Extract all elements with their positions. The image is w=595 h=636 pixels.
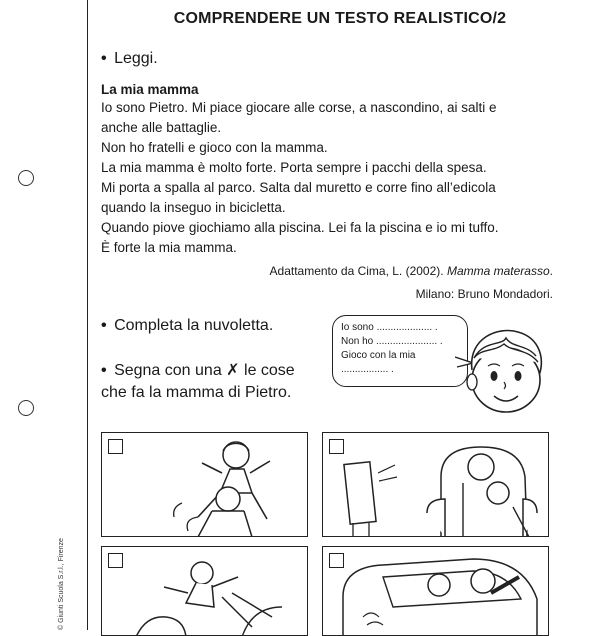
bubble-line-2[interactable]: Non ho ...................... . bbox=[341, 336, 443, 347]
instruction-read bbox=[101, 50, 158, 68]
bubble-line-4[interactable]: ................. . bbox=[341, 364, 394, 375]
binding-line bbox=[87, 0, 88, 630]
bullet-icon: • bbox=[101, 317, 107, 334]
picture-panel-shoulders[interactable] bbox=[101, 432, 308, 537]
bubble-line-1[interactable]: Io sono .................... . bbox=[341, 322, 438, 333]
source-citation: Adattamento da Cima, L. (2002). Mamma materasso. bbox=[269, 264, 553, 278]
story-line: Quando piove giochiamo alla piscina. Lei fa la piscina e io mi tuffo. bbox=[101, 220, 499, 235]
instruction-bubble-text: Completa la nuvoletta. bbox=[114, 317, 274, 334]
instruction-read-text: Leggi. bbox=[114, 50, 158, 67]
picture-panel-car[interactable] bbox=[322, 546, 549, 636]
panel-checkbox[interactable] bbox=[108, 439, 123, 454]
car-illustration bbox=[323, 547, 549, 636]
story-line: Io sono Pietro. Mi piace giocare alle corse, a nascondino, ai salti e bbox=[101, 100, 497, 115]
instruction-mark: • Segna con una ✗ le cose che fa la mamma di Pietro. bbox=[101, 360, 295, 404]
binder-hole-bottom bbox=[18, 400, 34, 416]
page-title: COMPRENDERE UN TESTO REALISTICO/2 bbox=[173, 10, 507, 27]
story-line: quando la inseguo in bicicletta. bbox=[101, 200, 286, 215]
pietro-face-illustration bbox=[460, 318, 555, 418]
story-line: La mia mamma è molto forte. Porta sempre i pacchi della spesa. bbox=[101, 160, 487, 175]
story-line: anche alle battaglie. bbox=[101, 120, 222, 135]
instruction-bubble bbox=[101, 317, 273, 335]
bullet-icon: • bbox=[101, 362, 107, 379]
speech-bubble[interactable] bbox=[332, 315, 468, 387]
story-line: Mi porta a spalla al parco. Salta dal muretto e corre fino all’edicola bbox=[101, 180, 496, 195]
story-title: La mia mamma bbox=[101, 82, 199, 97]
picture-panel-pool[interactable] bbox=[101, 546, 308, 636]
bubble-line-3[interactable]: Gioco con la mia bbox=[341, 350, 416, 361]
story-line: È forte la mia mamma. bbox=[101, 240, 237, 255]
pool-dive-illustration bbox=[102, 547, 308, 636]
panel-checkbox[interactable] bbox=[329, 439, 344, 454]
copyright-credit: © Giunti Scuola S.r.l., Firenze bbox=[58, 538, 65, 630]
panel-checkbox[interactable] bbox=[108, 553, 123, 568]
shoulder-carry-illustration bbox=[102, 433, 308, 537]
x-mark-icon: ✗ bbox=[226, 362, 240, 379]
instruction-mark-line2: che fa la mamma di Pietro. bbox=[101, 384, 292, 401]
bullet-icon: • bbox=[101, 50, 107, 67]
binder-hole-top bbox=[18, 170, 34, 186]
picture-panel-armchair[interactable] bbox=[322, 432, 549, 537]
story-line: Non ho fratelli e gioco con la mamma. bbox=[101, 140, 328, 155]
source-publisher: Milano: Bruno Mondadori. bbox=[415, 287, 553, 301]
panel-checkbox[interactable] bbox=[329, 553, 344, 568]
story-text bbox=[101, 98, 551, 258]
armchair-tv-illustration bbox=[323, 433, 549, 537]
source-book-title: Mamma materasso bbox=[446, 264, 550, 278]
